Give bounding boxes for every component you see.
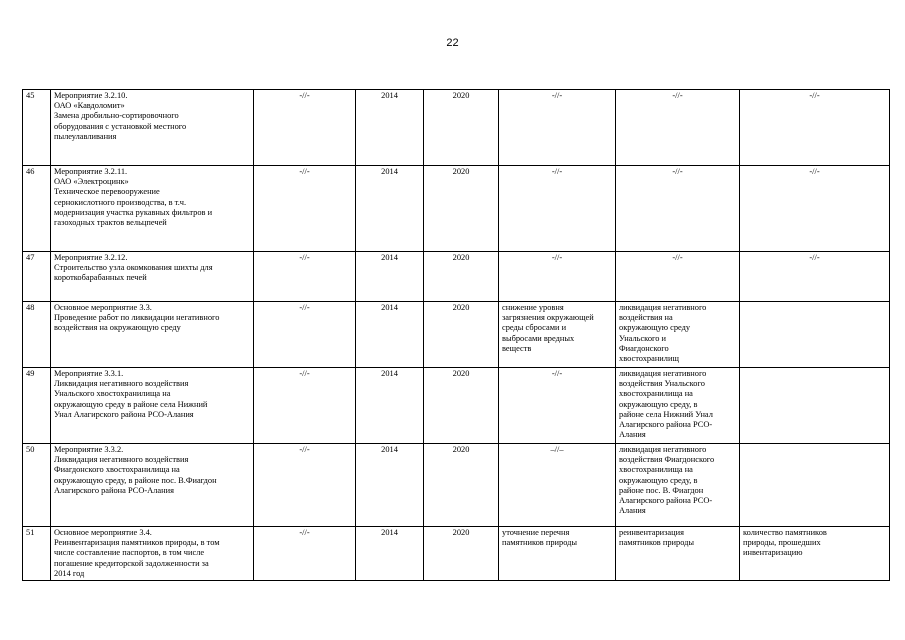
- result-cell-line: Алагирского района РСО-: [619, 496, 713, 506]
- start-year: 2014: [381, 167, 398, 176]
- measure-title-cell-line: газоходных трактов вельцпечей: [54, 218, 167, 228]
- end-year: 2020: [452, 253, 470, 262]
- row-number-cell: [23, 252, 51, 302]
- measure-title-cell-line: Реинвентаризация памятников природы, в том: [54, 538, 220, 548]
- result-cell: [616, 527, 740, 581]
- result-cell-line: памятников природы: [619, 538, 695, 548]
- indicator-cell: [740, 166, 890, 252]
- executor-value: -//-: [299, 253, 310, 262]
- measure-title-cell-line: Унальского хвостохранилища на: [54, 389, 171, 399]
- table-row: [23, 252, 890, 302]
- table-row: [23, 302, 890, 368]
- end-year-cell: [424, 444, 499, 527]
- effect-cell: [499, 166, 616, 252]
- start-year: 2014: [381, 91, 398, 100]
- result-cell-line: районе села Нижний Унал: [619, 409, 713, 419]
- result-cell-line: хвостохранилища на: [619, 465, 693, 475]
- effect-cell-line: памятников природы: [502, 538, 578, 548]
- executor-cell: [254, 252, 356, 302]
- effect-cell-line: -//-: [551, 167, 563, 176]
- effect-cell: [499, 302, 616, 368]
- row-number: 49: [26, 369, 35, 378]
- table-row: [23, 444, 890, 527]
- effect-cell-line: -//-: [551, 91, 563, 100]
- result-cell-line: реинвентаризация: [619, 528, 684, 537]
- start-year-cell: [356, 368, 424, 444]
- start-year: 2014: [381, 303, 398, 312]
- result-cell-line: окружающую среду, в: [619, 475, 698, 485]
- measure-title-cell: [51, 166, 254, 252]
- measure-title-cell-line: сернокислотного производства, в т.ч.: [54, 197, 187, 207]
- result-cell-line: окружающую среду, в: [619, 399, 698, 409]
- start-year: 2014: [381, 445, 398, 454]
- indicator-cell-line: -//-: [809, 91, 820, 100]
- measure-title-cell-line: Мероприятие 3.2.10.: [54, 91, 128, 100]
- indicator-cell: [740, 302, 890, 368]
- executor-value: -//-: [299, 91, 310, 100]
- measure-title-cell-line: окружающую среду, в районе пос. В.Фиагдон: [54, 475, 217, 485]
- indicator-cell: [740, 368, 890, 444]
- result-cell: [616, 252, 740, 302]
- row-number: 50: [26, 445, 35, 454]
- executor-cell: [254, 302, 356, 368]
- effect-cell-line: среды сбросами и: [502, 323, 567, 333]
- row-number: 46: [26, 167, 35, 176]
- row-number: 48: [26, 303, 35, 312]
- end-year: 2020: [452, 91, 470, 100]
- measure-title-cell: [51, 527, 254, 581]
- executor-cell: [254, 90, 356, 166]
- effect-cell-line: снижение уровня: [502, 303, 564, 312]
- end-year: 2020: [452, 445, 470, 454]
- result-cell-line: воздействия Фиагдонского: [619, 455, 715, 465]
- measure-title-cell-line: ОАО «Электроцинк»: [54, 177, 129, 187]
- effect-cell: [499, 368, 616, 444]
- row-number-cell: [23, 368, 51, 444]
- measure-title-cell-line: числе составление паспортов, в том числе: [54, 548, 205, 558]
- measure-title-cell-line: Фиагдонского хвостохранилища на: [54, 465, 180, 475]
- result-cell-line: воздействия на: [619, 313, 673, 323]
- result-cell-line: районе пос. В. Фиагдон: [619, 485, 704, 495]
- effect-cell: [499, 90, 616, 166]
- end-year: 2020: [452, 167, 470, 176]
- start-year: 2014: [381, 253, 398, 262]
- measure-title-cell-line: Замена дробильно-сортировочного: [54, 111, 179, 121]
- row-number-cell: [23, 166, 51, 252]
- measure-title-cell-line: ОАО «Кавдоломит»: [54, 101, 125, 111]
- measure-title-cell-line: Мероприятие 3.3.1.: [54, 369, 124, 378]
- measure-title-cell: [51, 302, 254, 368]
- row-number: 47: [26, 253, 35, 262]
- row-number: 45: [26, 91, 35, 100]
- effect-cell-line: –//–: [550, 445, 564, 454]
- start-year-cell: [356, 444, 424, 527]
- measure-title-cell-line: Алагирского района РСО-Алания: [54, 485, 174, 495]
- result-cell: [616, 444, 740, 527]
- measure-title-cell-line: модернизация участка рукавных фильтров и: [54, 207, 213, 217]
- result-cell-line: хвостохранилищ: [619, 354, 679, 364]
- end-year: 2020: [452, 303, 470, 312]
- result-cell-line: -//-: [672, 167, 683, 176]
- measure-title-cell-line: Техническое перевооружение: [54, 187, 160, 197]
- result-cell-line: Алания: [619, 430, 646, 440]
- result-cell-line: Унальского и: [619, 333, 667, 343]
- end-year-cell: [424, 527, 499, 581]
- end-year-cell: [424, 252, 499, 302]
- table-body: [23, 90, 890, 581]
- row-number-cell: [23, 444, 51, 527]
- effect-cell-line: -//-: [551, 369, 563, 378]
- start-year-cell: [356, 166, 424, 252]
- measure-title-cell: [51, 90, 254, 166]
- effect-cell-line: загрязнения окружающей: [502, 313, 594, 323]
- row-number-cell: [23, 302, 51, 368]
- indicator-cell-line: количество памятников: [743, 528, 827, 537]
- row-number: 51: [26, 528, 35, 537]
- table-row: [23, 90, 890, 166]
- indicator-cell-line: инвентаризацию: [743, 548, 803, 558]
- measure-title-cell-line: оборудования с установкой местного: [54, 121, 187, 131]
- executor-value: -//-: [299, 369, 310, 378]
- measure-title-cell-line: 2014 год: [54, 568, 85, 578]
- effect-cell-line: веществ: [502, 343, 532, 353]
- result-cell: [616, 166, 740, 252]
- start-year-cell: [356, 527, 424, 581]
- measure-title-cell-line: Мероприятие 3.2.12.: [54, 253, 128, 262]
- result-cell-line: окружающую среду: [619, 323, 691, 333]
- result-cell-line: ликвидация негативного: [619, 445, 707, 454]
- row-number-cell: [23, 527, 51, 581]
- executor-value: -//-: [299, 445, 310, 454]
- measure-title-cell-line: воздействия на окружающую среду: [54, 323, 181, 333]
- result-cell-line: Фиагдонского: [619, 343, 669, 353]
- indicator-cell: [740, 527, 890, 581]
- measure-title-cell-line: Унал Алагирского района РСО-Алания: [54, 409, 194, 419]
- measure-title-cell: [51, 444, 254, 527]
- effect-cell: [499, 252, 616, 302]
- indicator-cell: [740, 444, 890, 527]
- result-cell-line: -//-: [672, 253, 683, 262]
- row-number-cell: [23, 90, 51, 166]
- table-row: [23, 368, 890, 444]
- executor-cell: [254, 368, 356, 444]
- result-cell-line: ликвидация негативного: [619, 369, 707, 378]
- measure-title-cell-line: Основное мероприятие 3.4.: [54, 528, 152, 537]
- end-year-cell: [424, 90, 499, 166]
- measure-title-cell-line: короткобарабанных печей: [54, 273, 147, 283]
- end-year-cell: [424, 166, 499, 252]
- measure-title-cell-line: Ликвидация негативного воздействия: [54, 379, 189, 389]
- executor-cell: [254, 444, 356, 527]
- effect-cell: [499, 444, 616, 527]
- measure-title-cell-line: Ликвидация негативного воздействия: [54, 455, 189, 465]
- executor-cell: [254, 527, 356, 581]
- measure-title-cell: [51, 368, 254, 444]
- effect-cell: [499, 527, 616, 581]
- end-year-cell: [424, 368, 499, 444]
- result-cell-line: воздействия Унальского: [619, 379, 705, 389]
- table-row: [23, 527, 890, 581]
- start-year: 2014: [381, 369, 398, 378]
- effect-cell-line: -//-: [551, 253, 563, 262]
- table-row: [23, 166, 890, 252]
- result-cell-line: -//-: [672, 91, 683, 100]
- indicator-cell-line: -//-: [809, 253, 820, 262]
- effect-cell-line: уточнение перечня: [502, 528, 570, 537]
- start-year: 2014: [381, 528, 398, 537]
- executor-value: -//-: [299, 167, 310, 176]
- measure-title-cell-line: Строительство узла окомкования шихты для: [54, 263, 213, 273]
- result-cell-line: хвостохранилища на: [619, 389, 693, 399]
- executor-value: -//-: [299, 303, 310, 312]
- measure-title-cell-line: окружающую среду в районе села Нижний: [54, 399, 208, 409]
- measures-table: [22, 89, 890, 581]
- page-number: 22: [446, 37, 459, 49]
- result-cell: [616, 90, 740, 166]
- end-year-cell: [424, 302, 499, 368]
- effect-cell-line: выбросами вредных: [502, 333, 575, 343]
- measure-title-cell-line: погашение кредиторской задолженности за: [54, 558, 209, 568]
- result-cell-line: Алания: [619, 506, 646, 516]
- indicator-cell: [740, 252, 890, 302]
- indicator-cell-line: природы, прошедших: [743, 538, 821, 548]
- executor-cell: [254, 166, 356, 252]
- measure-title-cell: [51, 252, 254, 302]
- end-year: 2020: [452, 528, 470, 537]
- result-cell: [616, 302, 740, 368]
- start-year-cell: [356, 90, 424, 166]
- result-cell-line: ликвидация негативного: [619, 303, 707, 312]
- measure-title-cell-line: Проведение работ по ликвидации негативного: [54, 313, 220, 323]
- end-year: 2020: [452, 369, 470, 378]
- measure-title-cell-line: Мероприятие 3.2.11.: [54, 167, 128, 176]
- result-cell: [616, 368, 740, 444]
- measure-title-cell-line: Мероприятие 3.3.2.: [54, 445, 124, 454]
- indicator-cell: [740, 90, 890, 166]
- measure-title-cell-line: пылеулавливания: [54, 131, 117, 141]
- result-cell-line: Алагирского района РСО-: [619, 420, 713, 430]
- executor-value: -//-: [299, 528, 310, 537]
- indicator-cell-line: -//-: [809, 167, 820, 176]
- measure-title-cell-line: Основное мероприятие 3.3.: [54, 303, 152, 312]
- start-year-cell: [356, 302, 424, 368]
- start-year-cell: [356, 252, 424, 302]
